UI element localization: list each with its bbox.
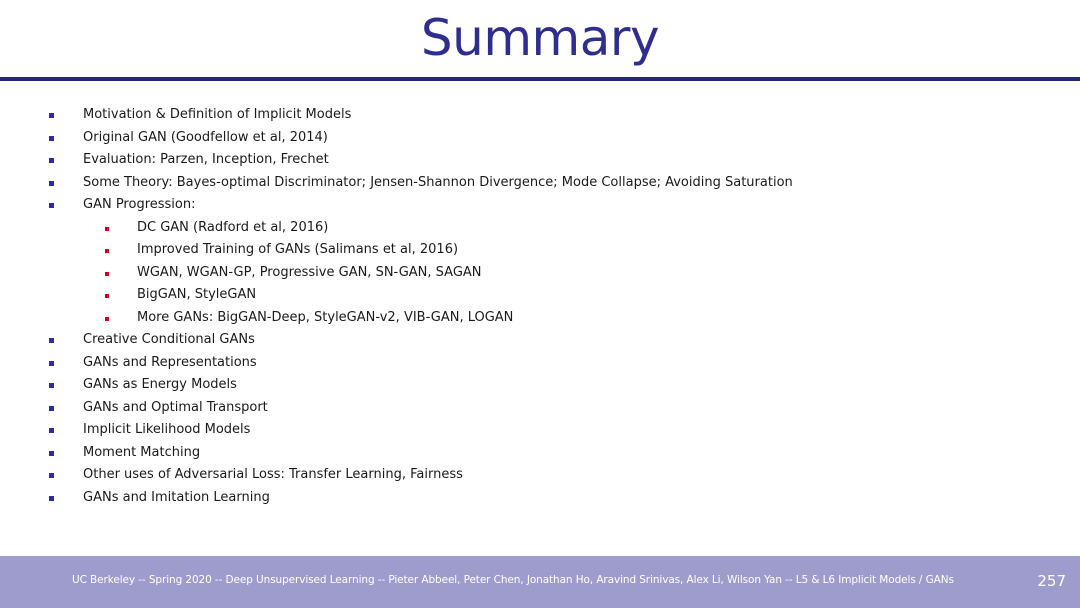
- bullet-item: [0, 149, 1000, 172]
- red-square-bullet-icon: [105, 317, 109, 321]
- bullet-text: Other uses of Adversarial Loss: Transfer Learning, Fairness: [83, 467, 463, 482]
- blue-square-bullet-icon: [49, 113, 54, 118]
- bullet-text: Motivation & Definition of Implicit Models: [83, 107, 352, 122]
- page-number: 257: [1037, 572, 1066, 590]
- slide-title: Summary: [420, 9, 660, 67]
- red-square-bullet-icon: [105, 227, 109, 231]
- sub-bullet-item: [0, 239, 1000, 262]
- bullet-item: [0, 397, 1000, 420]
- blue-square-bullet-icon: [49, 181, 54, 186]
- bullet-text: More GANs: BigGAN-Deep, StyleGAN-v2, VIB-GAN, LOGAN: [137, 309, 514, 325]
- bullet-text: GANs as Energy Models: [83, 377, 237, 392]
- sub-bullet-item: [0, 284, 1000, 307]
- bullet-text: Improved Training of GANs (Salimans et al, 2016): [137, 242, 459, 257]
- title-divider: [0, 77, 1080, 81]
- bullet-text: WGAN, WGAN-GP, Progressive GAN, SN-GAN, SAGAN: [137, 264, 482, 280]
- bullet-text: Creative Conditional GANs: [83, 332, 255, 347]
- footer-bar: [0, 556, 1080, 608]
- blue-square-bullet-icon: [49, 338, 54, 343]
- blue-square-bullet-icon: [49, 428, 54, 433]
- blue-square-bullet-icon: [49, 361, 54, 366]
- blue-square-bullet-icon: [49, 496, 54, 501]
- blue-square-bullet-icon: [49, 451, 54, 456]
- bullet-text: Evaluation: Parzen, Inception, Frechet: [83, 152, 329, 167]
- bullet-item: [0, 419, 1000, 442]
- bullet-text: GANs and Imitation Learning: [83, 489, 270, 505]
- bullet-text: Original GAN (Goodfellow et al, 2014): [83, 129, 328, 145]
- bullet-item: [0, 104, 1000, 127]
- bullet-item: [0, 329, 1000, 352]
- bullet-text: BigGAN, StyleGAN: [137, 287, 257, 302]
- blue-square-bullet-icon: [49, 473, 54, 478]
- bullet-text: Implicit Likelihood Models: [83, 422, 251, 437]
- red-square-bullet-icon: [105, 249, 109, 253]
- blue-square-bullet-icon: [49, 203, 54, 208]
- blue-square-bullet-icon: [49, 383, 54, 388]
- bullet-item: [0, 172, 1000, 195]
- footer-text: UC Berkeley -- Spring 2020 -- Deep Unsupervised Learning -- Pieter Abbeel, Peter Chen, Jonathan Ho, Aravind Srinivas, Alex Li, Wilson Yan -- L5 & L6 Implicit Models / GANs: [72, 574, 954, 586]
- blue-square-bullet-icon: [49, 406, 54, 411]
- bullet-text: GAN Progression:: [83, 197, 196, 212]
- bullet-text: Moment Matching: [83, 444, 201, 460]
- blue-square-bullet-icon: [49, 158, 54, 163]
- red-square-bullet-icon: [105, 272, 109, 276]
- sub-bullet-item: [0, 217, 1000, 240]
- bullet-item: [0, 127, 1000, 150]
- bullet-item: [0, 487, 1000, 510]
- bullet-item: [0, 442, 1000, 465]
- bullet-item: [0, 194, 1000, 217]
- sub-bullet-item: [0, 307, 1000, 330]
- blue-square-bullet-icon: [49, 136, 54, 141]
- bullet-text: GANs and Representations: [83, 354, 257, 370]
- red-square-bullet-icon: [105, 294, 109, 298]
- bullet-list: [0, 104, 1000, 509]
- bullet-item: [0, 464, 1000, 487]
- bullet-text: GANs and Optimal Transport: [83, 399, 268, 415]
- bullet-item: [0, 374, 1000, 397]
- bullet-item: [0, 352, 1000, 375]
- bullet-text: DC GAN (Radford et al, 2016): [137, 219, 329, 235]
- sub-bullet-item: [0, 262, 1000, 285]
- bullet-text: Some Theory: Bayes-optimal Discriminator; Jensen-Shannon Divergence; Mode Collapse; Avoiding Saturation: [83, 174, 793, 190]
